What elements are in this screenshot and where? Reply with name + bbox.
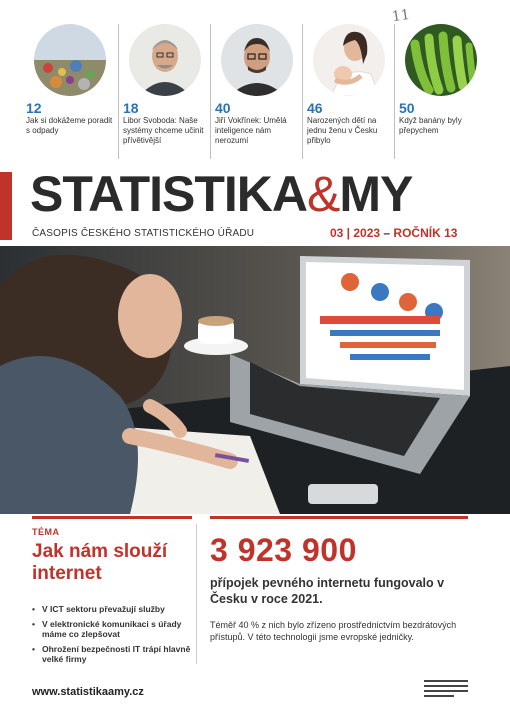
highlight-number: 3 923 900 (210, 532, 357, 568)
accent-bar (0, 172, 12, 240)
magazine-title (30, 166, 412, 222)
waste-photo (34, 24, 106, 96)
theme-bullet: • V elektronické komunikaci s úřady máme co zlepšovat (32, 619, 198, 640)
issue-info (330, 226, 457, 240)
theme-bullet: • Ohrožení bezpečnosti IT trápí hlavně velké firmy (32, 644, 198, 665)
teaser-item[interactable] (118, 24, 210, 159)
volume-number: ROČNÍK 13 (393, 226, 458, 240)
title-ampersand: & (307, 166, 340, 222)
teaser-item[interactable] (210, 24, 302, 159)
teaser-page-number: 18 (123, 100, 139, 116)
handwritten-mark: 11 (390, 6, 411, 26)
mother-child-photo (313, 24, 385, 96)
cover-photo (0, 246, 510, 514)
theme-label: TÉMA (32, 527, 60, 537)
teaser-item[interactable] (394, 24, 486, 159)
website-link[interactable]: www.statistikaamy.cz (32, 686, 144, 698)
portrait-photo (221, 24, 293, 96)
theme-bullets (32, 604, 198, 669)
issue-separator: – (380, 226, 394, 240)
highlight-note: Téměř 40 % z nich bylo zřízeno prostřednictvím bezdrátových přístupů. V této technologii jsme evropské jedničky. (210, 620, 457, 642)
bananas-photo (405, 24, 477, 96)
theme-title: Jak nám slouží internet (32, 541, 168, 584)
logo-lines (424, 680, 468, 700)
teaser-text: Jak si dokážeme poradit s odpady (26, 116, 113, 135)
teaser-strip (26, 24, 486, 159)
highlight-subtitle: přípojek pevného internetu fungovalo v Česku v roce 2021. (210, 576, 445, 606)
teaser-page-number: 50 (399, 100, 415, 116)
teaser-text: Jiří Vokřínek: Umělá inteligence nám nerozumí (215, 116, 287, 145)
teaser-page-number: 46 (307, 100, 323, 116)
teaser-item[interactable] (302, 24, 394, 159)
theme-bullet: • V ICT sektoru převažují služby (32, 604, 198, 615)
teaser-text: Když banány byly přepychem (399, 116, 462, 135)
title-part-2: MY (339, 166, 413, 222)
portrait-photo (129, 24, 201, 96)
issue-number: 03 | 2023 (330, 226, 381, 240)
teaser-text: Narozených dětí na jednu ženu v Česku přibylo (307, 116, 378, 145)
teaser-page-number: 12 (26, 100, 42, 116)
teaser-page-number: 40 (215, 100, 231, 116)
highlight-rule (210, 516, 468, 519)
magazine-subtitle: ČASOPIS ČESKÉHO STATISTICKÉHO ÚŘADU (32, 228, 255, 239)
teaser-item[interactable] (26, 24, 118, 159)
teaser-text: Libor Svoboda: Naše systémy chceme učinit přívětivější (123, 116, 204, 145)
title-part-1: STATISTIKA (30, 166, 308, 222)
theme-rule (32, 516, 192, 519)
